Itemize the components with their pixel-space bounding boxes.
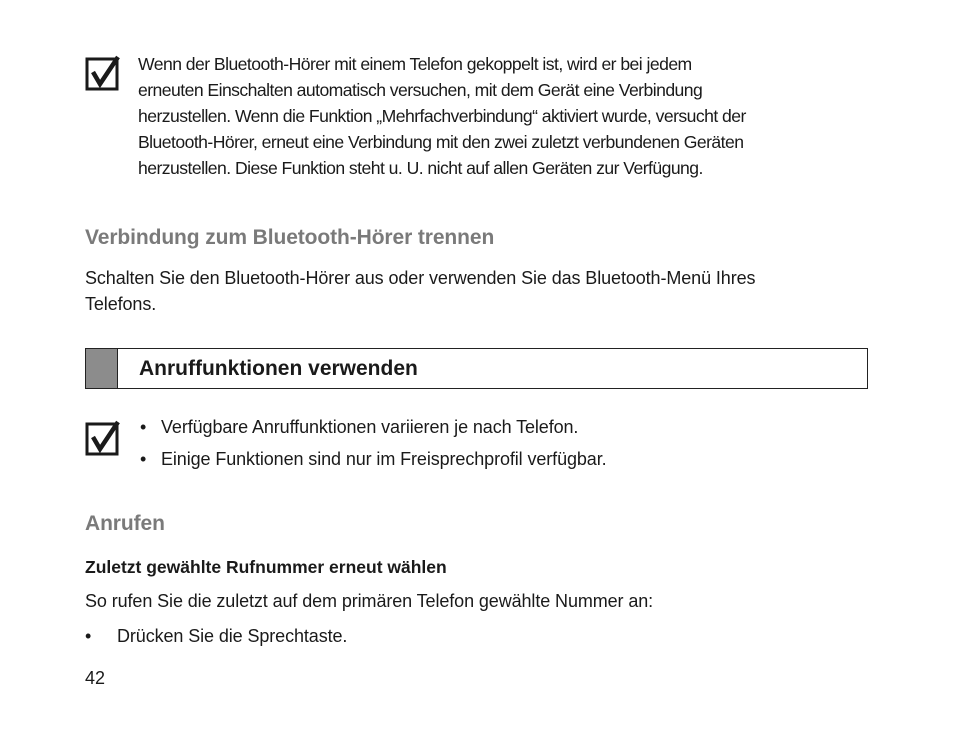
subheading-redial: Zuletzt gewählte Rufnummer erneut wählen: [85, 557, 447, 577]
list-item: [140, 443, 607, 475]
checkbox-check-icon: [85, 55, 121, 91]
redial-intro: So rufen Sie die zuletzt auf dem primären Telefon gewählte Nummer an:: [85, 591, 654, 611]
section-title-bar: [85, 348, 868, 389]
disconnect-paragraph: [85, 265, 865, 317]
paragraph-line: Schalten Sie den Bluetooth-Hörer aus oder verwenden Sie das Bluetooth-Menü Ihres: [85, 268, 756, 288]
note-block-reconnect: [85, 51, 875, 183]
note-line: erneuten Einschalten automatisch versuchen, mit dem Gerät eine Verbindung: [138, 80, 703, 100]
note-line: herzustellen. Diese Funktion steht u. U. nicht auf allen Geräten zur Verfügung.: [138, 158, 703, 178]
note-line: Bluetooth-Hörer, erneut eine Verbindung mit den zwei zuletzt verbundenen Geräten: [138, 132, 744, 152]
heading-calling: Anrufen: [85, 512, 165, 535]
heading-disconnect: Verbindung zum Bluetooth-Hörer trennen: [85, 226, 495, 249]
list-item-text: Drücken Sie die Sprechtaste.: [117, 626, 348, 646]
list-item: [85, 620, 347, 652]
bullet-dot: •: [140, 417, 147, 437]
section-title: Anruffunktionen verwenden: [139, 357, 418, 380]
paragraph-line: Telefons.: [85, 294, 157, 314]
note-text: [138, 51, 873, 181]
note-line: Wenn der Bluetooth-Hörer mit einem Telefon gekoppelt ist, wird er bei jedem: [138, 54, 692, 74]
section-marker-block: [86, 349, 118, 388]
note-line: herzustellen. Wenn die Funktion „Mehrfachverbindung“ aktiviert wurde, versucht der: [138, 106, 746, 126]
checkbox-check-icon: [85, 420, 121, 456]
redial-steps: [85, 620, 347, 652]
bullet-dot: •: [140, 449, 147, 469]
list-item-text: Einige Funktionen sind nur im Freisprechprofil verfügbar.: [161, 449, 607, 469]
note-bullet-list: [140, 411, 607, 475]
page-number: 42: [85, 668, 106, 688]
note-block-call-functions: [85, 413, 875, 477]
bullet-dot: •: [85, 626, 92, 646]
list-item-text: Verfügbare Anruffunktionen variieren je nach Telefon.: [161, 417, 579, 437]
list-item: [140, 411, 607, 443]
